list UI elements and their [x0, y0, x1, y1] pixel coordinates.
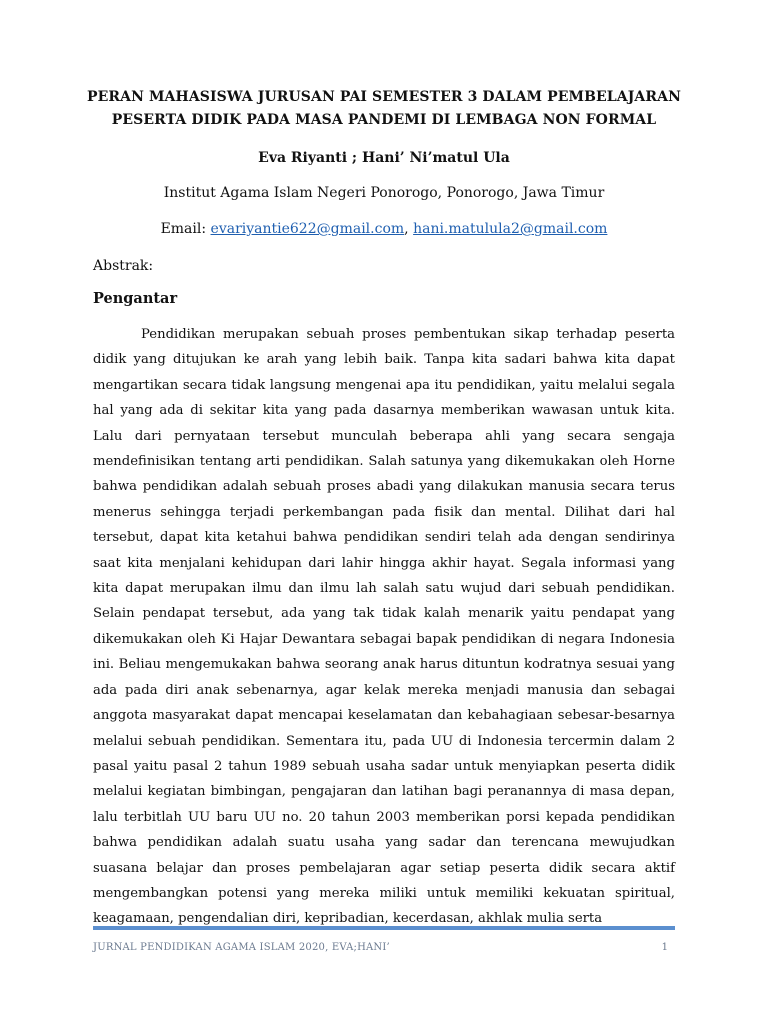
author-emails: [80, 219, 688, 239]
author-affiliation: Institut Agama Islam Negeri Ponorogo, Ponorogo, Jawa Timur: [163, 185, 605, 201]
paper-title: PERAN MAHASISWA JURUSAN PAI SEMESTER 3 DALAM PEMBELAJARAN PESERTA DIDIK PADA MASA PANDEMI DI LEMBAGA NON FORMAL: [86, 89, 681, 128]
body-paragraph: Pendidikan merupakan sebuah proses pembentukan sikap terhadap peserta didik yang ditujukan ke arah yang lebih baik. Tanpa kita sadari bahwa kita dapat mengartikan secara tidak langsung mengenai apa itu pendidikan, yaitu melalui segala hal yang ada di sekitar kita yang pada dasarnya memberikan wawasan untuk kita. Lalu dari pernyataan tersebut munculah beberapa ahli yang secara sengaja mendefinisikan tentang arti pendidikan. Salah satunya yang dikemukakan oleh Horne bahwa pendidikan adalah sebuah proses abadi yang dilakukan manusia secara terus menerus sehingga terjadi perkembangan pada fisik dan mental. Dilihat dari hal tersebut, dapat kita ketahui bahwa pendidikan sendiri telah ada dengan sendirinya saat kita menjalani kehidupan dari lahir hingga akhir hayat. Segala informasi yang kita dapat merupakan ilmu dan ilmu lah salah satu wujud dari sebuah pendidikan. Selain pendapat tersebut, ada yang tak tidak kalah menarik yaitu pendapat yang dikemukakan oleh Ki Hajar Dewantara sebagai bapak pendidikan di negara Indonesia ini. Beliau mengemukakan bahwa seorang anak harus dituntun kodratnya sesuai yang ada pada diri anak sebenarnya, agar kelak mereka menjadi manusia dan sebagai anggota masyarakat dapat mencapai keselamatan dan kebahagiaan sebesar-besarnya melalui sebuah pendidikan. Sementara itu, pada UU di Indonesia tercermin dalam 2 pasal yaitu pasal 2 tahun 1989 sebuah usaha sadar untuk menyiapkan peserta didik melalui kegiatan bimbingan, pengajaran dan latihan bagi peranannya di masa depan, lalu terbitlah UU baru UU no. 20 tahun 2003 memberikan porsi kepada pendidikan bahwa pendidikan adalah suatu usaha yang sadar dan terencana mewujudkan suasana belajar dan proses pembelajaran agar setiap peserta didik secara aktif mengembangkan potensi yang mereka miliki untuk memiliki kekuatan spiritual, keagamaan, pengendalian diri, kepribadian, kecerdasan, akhlak mulia serta: [93, 327, 675, 927]
email-label: Email:: [160, 221, 211, 237]
email-link-1[interactable]: evariyantie622@gmail.com: [210, 221, 405, 237]
author-names: Eva Riyanti ; Hani’ Ni’matul Ula: [258, 150, 510, 166]
page-number: 1: [661, 942, 668, 953]
abstract-label: Abstrak:: [93, 258, 154, 274]
section-heading: Pengantar: [93, 290, 178, 307]
email-link-2[interactable]: hani.matulula2@gmail.com: [413, 221, 608, 237]
footer-journal-name: JURNAL PENDIDIKAN AGAMA ISLAM 2020, EVA;HANI’: [93, 942, 390, 953]
footer-divider: [93, 926, 675, 930]
email-separator: ,: [404, 221, 414, 237]
